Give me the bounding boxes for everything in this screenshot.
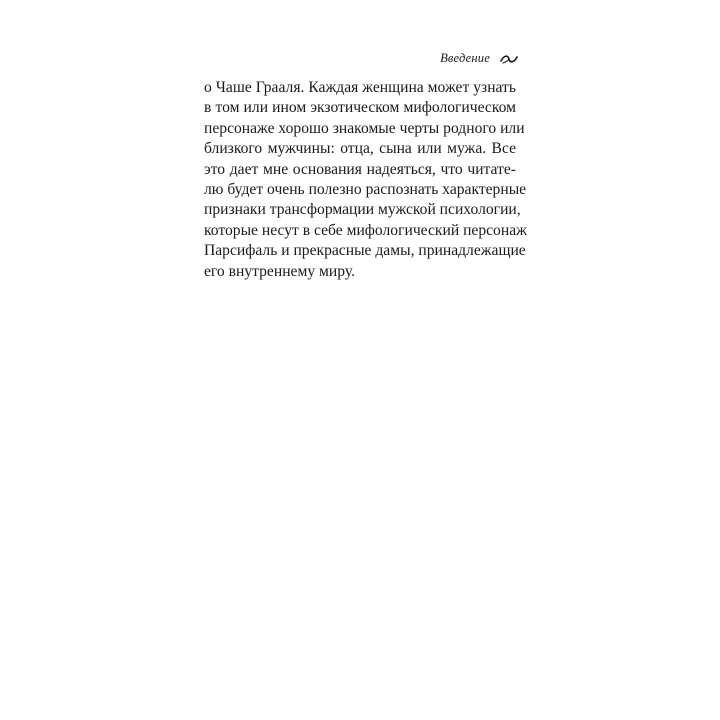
text-line-9: Парсифаль и прекрасные дамы, принадлежащие <box>204 242 526 260</box>
swash-ornament-icon <box>500 53 518 65</box>
text-line-3: персонаже хорошо знакомые черты родного или <box>204 119 525 137</box>
text-line-5: это дает мне основания надеяться, что читате- <box>204 160 516 178</box>
text-line-4: близкого мужчины: отца, сына или мужа. Все <box>204 140 516 158</box>
text-line-8: которые несут в себе мифологический персонаж <box>204 221 527 239</box>
text-line-1: о Чаше Грааля. Каждая женщина может узнать <box>204 79 516 96</box>
text-line-6: лю будет очень полезно распознать характерные <box>204 180 527 198</box>
running-head <box>440 51 518 66</box>
body-text <box>204 78 527 282</box>
text-line-10: его внутреннему миру. <box>204 262 355 280</box>
running-title: Введение <box>440 51 490 65</box>
text-line-7: признаки трансформации мужской психологии, <box>204 201 521 219</box>
text-line-2: в том или ином экзотическом мифологическом <box>204 99 516 117</box>
